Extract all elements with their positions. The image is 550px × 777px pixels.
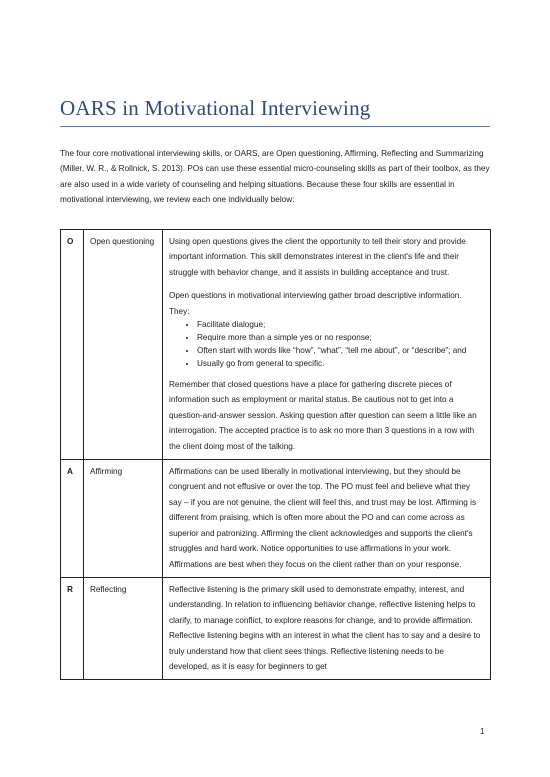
row-letter: O (61, 230, 84, 460)
list-item: • Require more than a simple yes or no response; (197, 332, 484, 343)
table-row-reflecting (61, 577, 491, 679)
description-paragraph: Open questions in motivational interviewing gather broad descriptive information. They: (169, 291, 462, 316)
table-row-open-questioning (61, 230, 491, 460)
row-skill: Affirming (84, 460, 163, 578)
page-number: 1 (480, 727, 485, 736)
list-item: • Often start with words like “how”, “what”, “tell me about”, or “describe”; and (197, 345, 484, 356)
title-underline (60, 126, 490, 127)
row-letter: A (61, 460, 84, 578)
row-skill: Open questioning (84, 230, 163, 460)
row-skill: Reflecting (84, 577, 163, 679)
bullet-list (169, 319, 484, 369)
description-paragraph: Reflective listening is the primary skill used to demonstrate empathy, interest, and understanding. In relation to influencing behavior change, reflective listening helps to clarify, to manage conflict, to explore reasons for change, and to provide affirmation. Reflective listening begins with an interest in what the client has to say and a desire to truly understand how that client sees things. Reflective listening needs to be developed, as it is easy for beginners to get (169, 584, 481, 671)
row-letter: R (61, 577, 84, 679)
intro-paragraph: The four core motivational interviewing skills, or OARS, are Open questioning, Affirming, Reflecting and Summarizing (Miller, W. R., & Rollnick, S. 2013). POs can use these essential micro-counseling skills as part of their toolbox, as they are also used in a wide variety of counseling and helping situations. Because these four skills are essential in motivational interviewing, we review each one individually below: (60, 149, 490, 205)
oars-table (60, 229, 491, 680)
page-title: OARS in Motivational Interviewing (60, 96, 371, 120)
description-paragraph: Affirmations can be used liberally in motivational interviewing, but they should be congruent and not effusive or over the top. The PO must feel and believe what they say – if you are not genuine, the client will feel this, and trust may be lost. Affirming is different from praising, which is often more about the PO and can come across as superior and patronizing. Affirming the client acknowledges and supports the client's struggles and hard work. Notice opportunities to use affirmations in your work. Affirmations are best when they focus on the client rather than on your response. (169, 467, 477, 569)
row-description (163, 577, 491, 679)
description-paragraph: Remember that closed questions have a place for gathering discrete pieces of information such as employment or marital status. Be cautious not to get into a question-and-answer session. Asking question after question can seem a little like an interrogation. The accepted practice is to ask no more than 3 questions in a row with the client doing most of the talking. (169, 380, 477, 451)
description-paragraph: Using open questions gives the client the opportunity to tell their story and provide important information. This skill demonstrates interest in the client's life and their struggle with behavior change, and it assists in building acceptance and trust. (169, 237, 466, 277)
row-description (163, 460, 491, 578)
row-description (163, 230, 491, 460)
list-item: • Facilitate dialogue; (197, 319, 484, 330)
list-item: • Usually go from general to specific. (197, 358, 484, 369)
table-row-affirming (61, 460, 491, 578)
